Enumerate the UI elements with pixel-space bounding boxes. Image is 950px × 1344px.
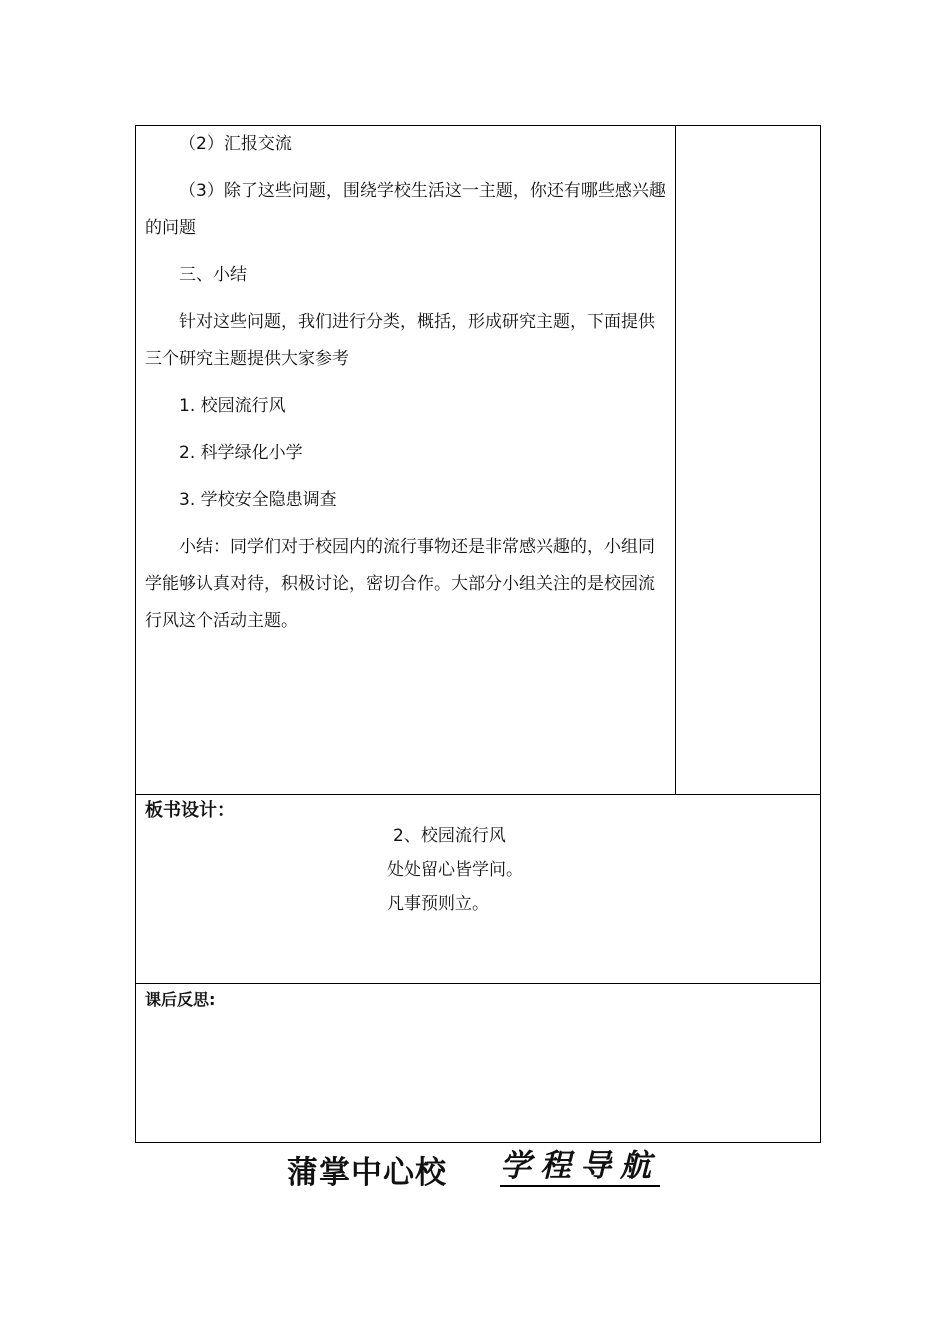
page-footer: [0, 1143, 950, 1191]
paragraph-summary: 小结：同学们对于校园内的流行事物还是非常感兴趣的，小组同学能够认真对待，积极讨论，密切合作。大部分小组关注的是校园流行风这个活动主题。: [145, 537, 655, 631]
guide-title: 学程导航: [500, 1147, 660, 1187]
board-line-3: 凡事预则立。: [387, 894, 489, 914]
topic-item-2: 2. 科学绿化小学: [179, 443, 303, 463]
board-design-title: 板书设计：: [145, 800, 235, 821]
board-line-1: 2、校园流行风: [393, 826, 506, 846]
lesson-content-row: [136, 126, 820, 795]
column-divider: [675, 126, 676, 795]
board-line-2: 处处留心皆学问。: [387, 860, 523, 880]
paragraph-question: （3）除了这些问题，围绕学校生活这一主题，你还有哪些感兴趣的问题: [145, 181, 666, 238]
lesson-table: [135, 125, 821, 1143]
board-design-lines: [387, 819, 523, 921]
reflection-row: [136, 984, 820, 1144]
school-name: 蒲掌中心校: [287, 1155, 447, 1191]
reflection-title: 课后反思:: [145, 990, 216, 1009]
paragraph-summary-heading: 三、小结: [179, 265, 247, 285]
topic-item-1: 1. 校园流行风: [179, 396, 286, 416]
topic-item-3: 3. 学校安全隐患调查: [179, 490, 337, 510]
board-design-row: [136, 795, 820, 984]
paragraph-topics-intro: 针对这些问题，我们进行分类，概括，形成研究主题，下面提供三个研究主题提供大家参考: [145, 312, 655, 369]
paragraph-report: （2）汇报交流: [179, 134, 292, 154]
lesson-content: [145, 126, 670, 650]
